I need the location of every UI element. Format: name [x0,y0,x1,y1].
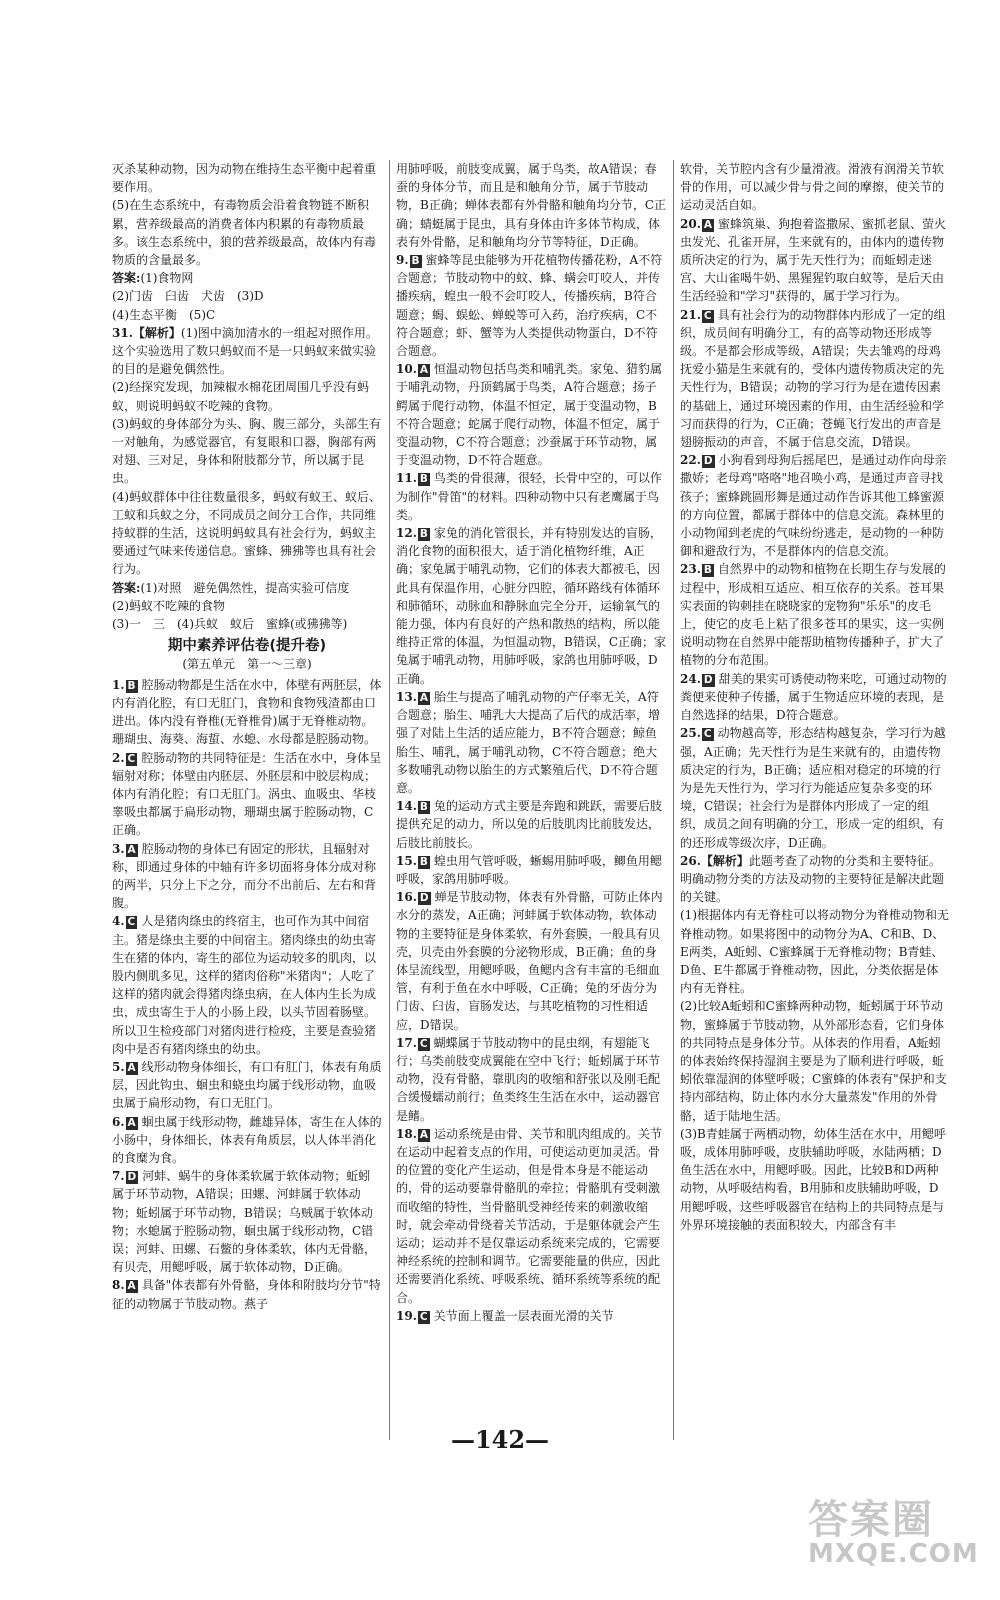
question-explanation: 运动系统是由骨、关节和肌肉组成的。关节在运动中起着支点的作用，可使运动更加灵活。骨的位置的变化产生运动，但是骨本身是不能运动的，骨的运动要靠骨骼肌的牵拉；骨骼肌有受刺激而收缩的特性，当骨骼肌受神经传来的刺激收缩时，就会牵动骨绕着关节活动，于是躯体就会产生运动；运动并不是仅靠运动系统来完成的，它需要神经系统的控制和调节。它需要能量的供应，因此还需要消化系统、呼吸系统、循环系统等系统的配合。 [396,1126,663,1305]
page-number: —142— [450,1425,550,1454]
question-explanation: 河蚌、蜗牛的身体柔软属于软体动物；蚯蚓属于环节动物，A错误；田螺、河蚌属于软体动物；蚯蚓属于环节动物，B错误；乌贼属于软体动物；水螅属于腔肠动物，蛔虫属于线形动物，C错误；河蚌、田螺、石鳖的身体柔软，体内无骨骼，有贝壳，用鳃呼吸，属于软体动物，D正确。 [112,1169,377,1275]
question-4 [112,912,382,1058]
question-explanation: 蝉是节肢动物，体表有外骨骼，可防止体内水分的蒸发，A正确；河蚌属于软体动物，软体动物的主要特征是身体柔软，有外套膜，一般具有贝壳，贝壳由外套膜的分泌物形成，B正确；鱼的身体呈流线型，用鳃呼吸，鱼鳃内含有丰富的毛细血管，有利于鱼在水中呼吸，C正确；兔的牙齿分为门齿、臼齿，盲肠发达，与其吃植物的习性相适应，D错误。 [396,890,663,1032]
question-2 [112,749,382,840]
column-left [112,160,382,1440]
analysis-tag: 【解析】 [700,853,749,868]
analysis-text: (1)图中滴加清水的一组起对照作用。这个实验选用了数只蚂蚁而不是一只蚂蚁来做实验的目的是避免偶然性。 [112,325,378,377]
question-number: 24. [680,671,701,686]
paragraph: (3)B青蛙属于两栖动物，幼体生活在水中，用鳃呼吸，成体用肺呼吸，皮肤辅助呼吸，水陆两栖；D鱼生活在水中，用鳃呼吸。因此，比较B和D两种动物，从呼吸结构看，B用肺和皮肤辅助呼吸，D用鳃呼吸，这些呼吸器官在结构上的共同特点是与外界环境接触的表面积较大，内部含有丰 [680,1126,946,1232]
answer-line: (2)门齿 臼齿 犬齿 (3)D [112,289,264,304]
answer-text: (1)对照 避免偶然性，提高实验可信度 [140,580,350,595]
question-13 [396,688,666,797]
question-15 [396,852,666,888]
question-number: 20. [680,216,701,231]
question-explanation: 蛔虫属于线形动物，雌雄异体，寄生在人体的小肠中，身体细长，体表有角质层，以人体半消化的食糜为食。 [112,1114,382,1165]
paragraph: 用肺呼吸，前肢变成翼，属于鸟类，故A错误；春蚕的身体分节，而且是和触角分节，属于节肢动物，B正确；蝉体表都有外骨骼和触角均分节，C正确；蜻蜓属于昆虫，具有身体由许多体节构成，体表有外骨骼，足和触角均分节等特征，D正确。 [396,162,666,249]
paragraph: (3)蚂蚁的身体部分为头、胸、腹三部分，头部生有一对触角，为感觉器官，有复眼和口器，胸部有两对翅、三对足，身体和附肢都分节，所以属于昆虫。 [112,416,381,486]
question-explanation: 关节面上覆盖一层表面光滑的关节 [433,1308,614,1323]
question-1 [112,676,382,749]
question-31 [112,324,382,379]
question-explanation: 小狗看到母狗后摇尾巴，是通过动作向母亲撒娇；老母鸡"咯咯"地召唤小鸡，是通过声音寻找孩子；蜜蜂跳圆形舞是通过动作告诉其他工蜂蜜源的方向位置，都属于群体中的信息交流。森林里的小动物闻到老虎的气味纷纷逃走，是动物的一种防御和避敌行为，不是群体内的信息交流。 [680,453,947,559]
answer-choice-badge: B [419,473,428,486]
question-8 [112,1276,382,1312]
question-explanation: 人是猪肉绦虫的终宿主，也可作为其中间宿主。猪是绦虫主要的中间宿主。猪肉绦虫的幼虫寄生在猪的体内，寄生的部位为运动较多的肌肉，以股内侧肌多见，这样的猪肉俗称"米猪肉"；人吃了这样的猪肉就会得猪肉绦虫病，在人体内生长为成虫，成虫寄生于人的小肠上段，以头节固着肠壁。所以卫生检疫部门对猪肉进行检疫，主要是查验猪肉中是否有猪肉绦虫的幼虫。 [112,914,377,1056]
answer-choice-badge: B [411,255,420,268]
question-17 [396,1034,666,1125]
paragraph: (2)比较A蚯蚓和C蜜蜂两种动物，蚯蚓属于环节动物，蜜蜂属于节肢动物，从外部形态看，它们身体的共同特点是身体分节。从体表的作用看，A蚯蚓的体表始终保持湿润主要是为了顺利进行呼吸，蚯蚓依靠湿润的体壁呼吸；C蜜蜂的体表有"保护和支持内部结构，防止体内水分大量蒸发"作用的外骨骼，适于陆地生活。 [680,999,947,1123]
answer-line: (4)生态平衡 (5)C [112,307,216,322]
question-18 [396,1125,666,1307]
question-number: 4. [112,914,125,929]
question-explanation: 蜜蜂筑巢、狗抱着盗撒尿、蜜抓老鼠、萤火虫发光、孔雀开屏，生来就有的，由体内的遗传物质所决定的行为，属于先天性行为；而蚯蚓走迷宫、大山雀喝牛奶、黑猩猩钓取白蚁等，是后天由生活经验和"学习"获得的，属于学习行为。 [680,216,947,304]
site-watermark [808,1488,978,1588]
answer-block [112,579,382,597]
question-10 [396,360,666,469]
question-explanation: 蝗虫用气管呼吸，蜥蜴用肺呼吸，鲫鱼用鳃呼吸，家鸽用肺呼吸。 [396,853,662,886]
answer-choice-badge: B [703,564,712,577]
question-explanation: 腔肠动物都是生活在水中，体壁有两胚层，体内有消化腔，有口无肛门，食物和食物残渣都由口进出。体内没有脊椎(无脊椎骨)属于无脊椎动物。珊瑚虫、海葵、海蜇、水螅、水母都是腔肠动物。 [112,677,382,747]
question-12 [396,524,666,688]
question-number: 13. [396,689,417,704]
question-number: 19. [396,1308,417,1323]
question-number: 22. [680,453,701,468]
question-number: 8. [112,1278,125,1293]
paragraph: (2)经探究发现，加辣椒水棉花团周围几乎没有蚂蚁，则说明蚂蚁不吃辣的食物。 [112,380,369,413]
question-5 [112,1058,382,1113]
answer-choice-badge: A [419,691,429,704]
answer-choice-badge: A [703,218,713,231]
column-divider [389,160,390,1440]
question-explanation: 蜜蜂等昆虫能够为开花植物传播花粉，A不符合题意；节肢动物中的蚊、蜂、螨会叮咬人，并传播疾病，蝗虫一般不会叮咬人，传播疾病，B符合题意；蝎、蜈蚣、蝉蜕等可入药，治疗疾病，C不符合题意；虾、蟹等为人类提供动物蛋白，D不符合题意。 [396,253,663,359]
question-explanation: 家兔的消化管很长，并有特别发达的盲肠，消化食物的面积很大，适于消化植物纤维，A正确；家兔属于哺乳动物，它们的体表大都被毛，因此具有保温作用，心脏分四腔，循环路线有体循环和肺循环，动脉血和静脉血完全分开，运输氧气的能力强，体内有良好的产热和散热的结构，所以能维持正常的体温，为恒温动物，B错误，C正确；家兔属于哺乳动物，用肺呼吸，家鸽也用肺呼吸，D正确。 [396,526,666,686]
question-explanation: 甜美的果实可诱使动物来吃，可通过动物的粪便来使种子传播，属于生物适应环境的表现，是自然选择的结果，D符合题意。 [680,671,947,723]
question-explanation: 腔肠动物的身体已有固定的形状，且辐射对称，即通过身体的中轴有许多切面将身体分成对称的两半，只分上下之分，而分不出前后、左右和背腹。 [112,841,377,911]
paragraph: 软骨，关节腔内含有少量滑液。滑液有润滑关节软骨的作用，可以减少骨与骨之间的摩擦，使关节的运动灵活自如。 [680,162,945,213]
question-23 [680,560,950,669]
question-explanation: 胎生与提高了哺乳动物的产仔率无关，A符合题意；胎生、哺乳大大提高了后代的成活率，增强了对陆上生活的适应能力，B不符合题意；鲸鱼胎生、哺乳，属于哺乳动物，C不符合题意；绝大多数哺乳动物以胎生的方式繁殖后代，D不符合题意。 [396,689,661,795]
watermark-logo-text: 答案圈 [808,1497,934,1543]
question-explanation: 动物越高等，形态结构越复杂，学习行为越强，A正确；先天性行为是生来就有的，由遗传物质决定的行为，B正确；适应相对稳定的环境的行为是先天性行为，学习行为能适应复杂多变的环境，C错误；社会行为是群体内形成了一定的组织，成员之间有明确的分工，形成一定的组织，有的还形成等级次序，D正确。 [680,726,946,850]
question-11 [396,469,666,524]
question-26 [680,852,950,907]
answer-page [112,160,950,1440]
question-explanation: 线形动物身体细长，有口有肛门，体表有角质层，因此钩虫、蛔虫和蛲虫均属于线形动物，血吸虫属于扁形动物，有口无肛门。 [112,1059,382,1111]
column-divider [673,160,674,1440]
paragraph: 灭杀某种动物，因为动物在维持生态平衡中起着重要作用。 [112,162,377,195]
answer-choice-badge: A [127,843,136,856]
column-middle [396,160,666,1440]
question-14 [396,797,666,852]
answer-text: (1)食物网 [140,271,194,286]
question-number: 16. [396,890,417,905]
question-25 [680,724,950,851]
answer-choice-badge: A [127,1116,136,1129]
question-number: 12. [396,526,417,541]
column-right [680,160,950,1440]
section-subheading: (第五单元 第一～三章) [182,657,312,672]
question-19 [396,1307,666,1325]
question-explanation: 腔肠动物的共同特征是：生活在水中，身体呈辐射对称；体壁由内胚层、外胚层和中胶层构成；体内有消化腔；有口无肛门。涡虫、血吸虫、华枝睾吸虫都属于扁形动物，珊瑚虫属于腔肠动物，C正确。 [112,750,382,838]
question-24 [680,670,950,725]
question-number: 15. [396,853,417,868]
question-number: 26. [680,853,701,868]
question-6 [112,1113,382,1168]
answer-choice-badge: C [703,728,712,741]
question-explanation: 兔的运动方式主要是奔跑和跳跃，需要后肢提供充足的动力，所以兔的后肢肌肉比前肢发达，后肢比前肢长。 [396,799,662,850]
question-16 [396,888,666,1034]
answer-choice-badge: A [419,364,429,377]
question-number: 18. [396,1126,417,1141]
question-7 [112,1167,382,1276]
question-20 [680,215,950,306]
answer-choice-badge: C [703,309,712,322]
answer-choice-badge: B [127,679,136,692]
question-explanation: 蝴蝶属于节肢动物中的昆虫纲，有翅能飞行；乌类前肢变成翼能在空中飞行；蚯蚓属于环节动物，没有骨骼，靠肌肉的收缩和舒张以及刚毛配合缓慢蠕动前行；鱼类终生生活在水中，运动器官是鳍。 [396,1035,661,1123]
question-21 [680,306,950,452]
question-number: 14. [396,799,417,814]
question-number: 1. [112,677,125,692]
watermark-domain: MXQE.COM [808,1539,979,1569]
section-heading: 期中素养评估卷(提升卷) [167,638,327,655]
answer-choice-badge: D [703,455,713,468]
answer-choice-badge: D [419,892,429,905]
answer-choice-badge: A [127,1061,136,1074]
paragraph: (4)蚂蚁群体中往往数量很多，蚂蚁有蚁王、蚁后、工蚁和兵蚁之分，不同成员之间分工合作，共同维持蚁群的生活，这说明蚂蚁具有社会行为，蚂蚁主要通过气味来传递信息。蜜蜂、狒狒等也具有社会行为。 [112,489,381,577]
question-number: 7. [112,1169,125,1184]
answer-label: 答案: [112,580,141,595]
answer-line: (3)一 三 (4)兵蚁 蚁后 蜜蜂(或狒狒等) [112,617,348,632]
question-9 [396,251,666,360]
question-number: 6. [112,1114,125,1129]
question-explanation: 自然界中的动物和植物在长期生存与发展的过程中，形成相互适应、相互依存的关系。苍耳果实表面的钩刺挂在晓晓家的宠物狗"乐乐"的皮毛上，使它的皮毛上粘了很多苍耳的果实，这一实例说明动物在自然界中能帮助植物传播种子，扩大了植物的分布范围。 [680,562,946,668]
answer-choice-badge: D [127,1171,137,1184]
question-explanation: 具备"体表都有外骨骼，身体和附肢均分节"特征的动物属于节肢动物。燕子 [112,1278,381,1311]
paragraph: (5)在生态系统中，有毒物质会沿着食物链不断积累，营养级最高的消费者体内积累的有毒物质最多。该生态系统中，狼的营养级最高，故体内有毒物质的含量最多。 [112,198,377,268]
answer-line: (2)蚂蚁不吃辣的食物 [112,598,225,613]
question-number: 31. [112,325,133,340]
question-number: 11. [396,471,417,486]
analysis-text: 此题考查了动物的分类和主要特征。明确动物分类的方法及动物的主要特征是解决此题的关键。 [680,853,945,905]
question-3 [112,840,382,913]
question-number: 2. [112,750,125,765]
question-explanation: 鸟类的骨很薄，很轻，长骨中空的，可以作为制作"骨笛"的材料。四种动物中只有老鹰属于鸟类。 [396,471,662,522]
answer-choice-badge: C [127,916,136,929]
question-number: 17. [396,1035,417,1050]
question-explanation: 具有社会行为的动物群体内形成了一定的组织，成员间有明确分工，有的高等动物还形成等级。不是都会形成等级，A错误；失去雏鸡的母鸡抚爱小猫是生来就有的，受体内遗传物质决定的先天性行为，B错误；动物的学习行为是在遗传因素的基础上，通过环境因素的作用，由生活经验和学习而获得的行为，C正确；苍蝇飞行发出的声音是翅膀振动的声音，不属于信息交流，D错误。 [680,307,946,450]
answer-choice-badge: B [419,855,428,868]
analysis-tag: 【解析】 [132,325,181,340]
question-number: 9. [396,253,409,268]
answer-choice-badge: A [419,1128,429,1141]
answer-choice-badge: C [127,752,136,765]
question-explanation: 恒温动物包括鸟类和哺乳类。家兔、猎豹属于哺乳动物，丹顶鹤属于鸟类，A符合题意；扬子鳄属于爬行动物，体温不恒定，属于变温动物，B不符合题意；蛇属于爬行动物，体温不恒定，属于变温动物，C不符合题意；沙蚕属于环节动物，属于变温动物，D不符合题意。 [396,362,663,468]
answer-choice-badge: B [419,801,428,814]
question-number: 25. [680,726,701,741]
answer-block [112,269,382,287]
answer-label: 答案: [112,271,141,286]
answer-choice-badge: C [419,1037,428,1050]
question-number: 21. [680,307,701,322]
question-number: 3. [112,841,125,856]
question-number: 5. [112,1059,125,1074]
answer-choice-badge: B [419,528,428,541]
paragraph: (1)根据体内有无脊柱可以将动物分为脊椎动物和无脊椎动物。如果将图中的动物分为A、C和B、D、E两类，A蚯蚓、C蜜蜂属于无脊椎动物；B青蛙、D鱼、E牛都属于脊椎动物，因此，分类依据是体内有无脊柱。 [680,908,949,996]
answer-choice-badge: D [703,673,713,686]
answer-choice-badge: A [127,1280,136,1293]
answer-choice-badge: C [419,1310,428,1323]
question-22 [680,451,950,560]
question-number: 10. [396,362,417,377]
question-number: 23. [680,562,701,577]
